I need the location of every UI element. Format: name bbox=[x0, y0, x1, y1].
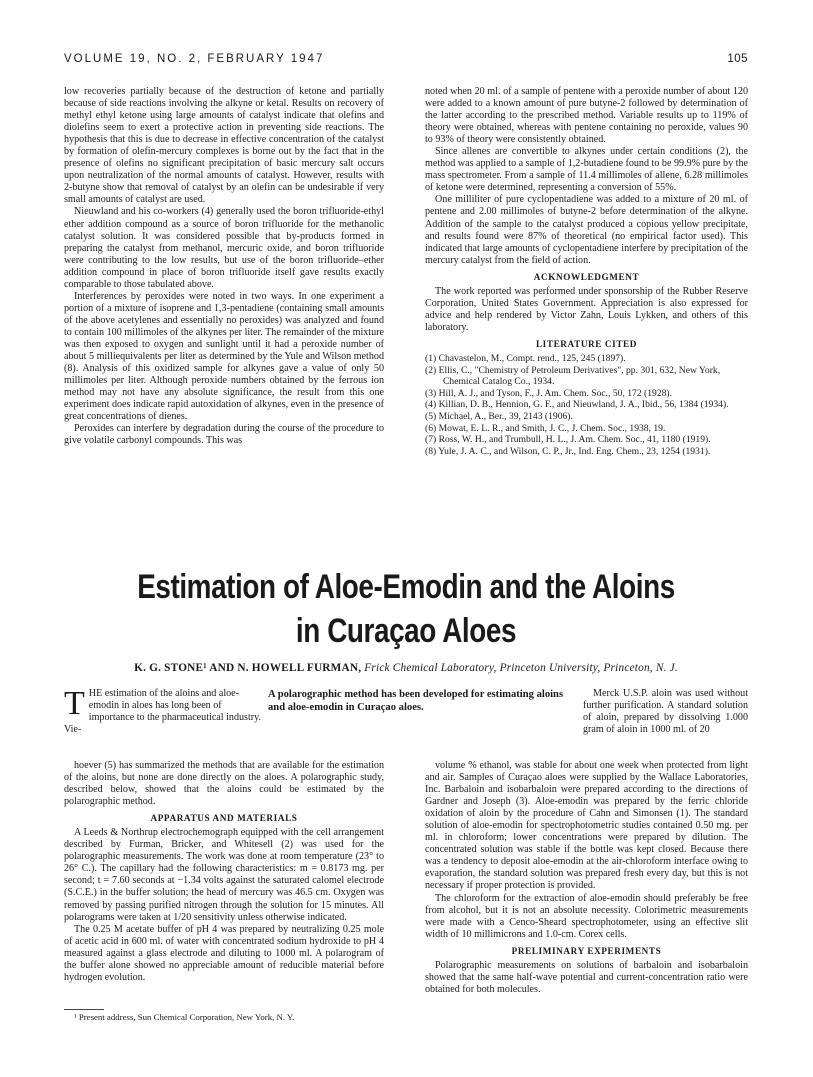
intro-continuation: hoever (5) has summarized the methods that are available for the estimation of the aloins, but none are done directly on the aloes. A polarographic study, described below, showed that the aloins could be estimated by the polarographic method. bbox=[64, 760, 384, 808]
author-names: K. G. STONE¹ AND N. HOWELL FURMAN, bbox=[134, 662, 362, 674]
reference-item: (8) Yule, J. A. C., and Wilson, C. P., Jr., Ind. Eng. Chem., 23, 1254 (1931). bbox=[425, 445, 711, 457]
abstract: A polarographic method has been developed for estimating aloins and aloe-emodin in Curaçao aloes. bbox=[268, 689, 564, 713]
reference-item: (4) Killian, D. B., Hennion, G. F., and Nieuwland, J. A., Ibid., 56, 1384 (1934). bbox=[425, 399, 729, 411]
reference-item: (5) Michael, A., Ber., 39, 2143 (1906). bbox=[425, 410, 573, 422]
paragraph: Polarographic measurements on solutions of barbaloin and isobarbaloin showed that the same half-wave potential and current-concentration ratio were obtained for both molecules. bbox=[425, 959, 748, 995]
paragraph: A Leeds & Northrup electrochemograph equipped with the cell arrangement described by Furman, Bricker, and Whitesell (2) was used for the polarographic measurements. The work was done at room temperature (23° to 26° C.). The capillary had the following characteristics: m = 0.8173 mg. per second; t = 7.60 seconds at −1.34 volts against the saturated calomel electrode (S.C.E.) in the buffer solution; the head of mercury was 46.5 cm. Oxygen was removed by passing purified nitrogen through the solution for 15 minutes. All polarograms were taken at 1/20 sensitivity unless otherwise indicated. bbox=[64, 827, 384, 923]
acknowledgment-heading: ACKNOWLEDGMENT bbox=[533, 271, 640, 282]
previous-article-left-column bbox=[64, 86, 384, 447]
paragraph: Interferences by peroxides were noted in two ways. In one experiment a portion of a mixture of isoprene and 1,3-pentadiene (containing small amounts of the above acetylenes and essentially no peroxides) was analyzed and found to contain 100 millimoles of the alkynes per liter. The remainder of the mixture was then exposed to oxygen and sunlight until it had a peroxide number of about 5 milliequivalents per liter as determined by the Yule and Wilson method (8). Analysis of this oxidized sample for alkynes gave a value of only 50 millimoles per liter. Although peroxide numbers obtained by the ferrous ion method may not have any absolute significance, the result from this one experiment does indicate rapid autoxidation of alkynes, even in the presence of great concentrations of dienes. bbox=[64, 290, 384, 423]
paragraph: The chloroform for the extraction of aloe-emodin should preferably be free from alcohol, but it is not an absolute necessity. Colorimetric measurements were made with a Cenco-Sheard spectrophotometer, using an effective slit width of 10 millimicrons and 1.0-cm. Corex cells. bbox=[425, 892, 748, 940]
article-title-line-1: Estimation of Aloe-Emodin and the Aloins bbox=[137, 568, 675, 606]
reference-item: (6) Mowat, E. L. R., and Smith, J. C., J. Chem. Soc., 1938, 19. bbox=[425, 422, 666, 434]
reference-item: (3) Hill, A. J., and Tyson, F., J. Am. Chem. Soc., 50, 172 (1928). bbox=[425, 387, 673, 399]
footnote: ¹ Present address, Sun Chemical Corporation, New York, N. Y. bbox=[74, 1012, 295, 1022]
paragraph: low recoveries partially because of the destruction of ketone and partially because of side reactions involving the alkyne or ketal. Results on recovery of methyl ethyl ketone using large amounts of catalyst indicate that olefins and diolefins seem to exert a protective action in preventing side reactions. The hypothesis that this is due to decrease in effective concentration of the catalyst by formation of olefin-mercury complexes is borne out by the fact that in the presence of olefins no significant precipitation of basic mercury salt occurs upon neutralization of the normal amounts of catalyst. However, results with 2-butyne show that removal of catalyst by an olefin can be undesirable if very small amounts of catalyst are used. bbox=[64, 86, 384, 206]
literature-cited-heading: LITERATURE CITED bbox=[535, 338, 638, 349]
acknowledgment-text: The work reported was performed under sponsorship of the Rubber Reserve Corporation, United States Government. Appreciation is also expressed for advice and help rendered by Victor Zahn, Louis Lykken, and others of this laboratory. bbox=[425, 285, 748, 333]
preliminary-experiments-heading: PRELIMINARY EXPERIMENTS bbox=[511, 945, 662, 956]
journal-volume: VOLUME 19, NO. 2, FEBRUARY 1947 bbox=[64, 53, 325, 65]
paragraph: noted when 20 ml. of a sample of pentene with a peroxide number of about 120 were added to a known amount of pure butyne-2 followed by determination of the latter according to the prescribed method. Variable results up to 119% of theory were obtained, whereas with pentene containing no peroxide, values 90 to 93% of theory were consistently obtained. bbox=[425, 86, 748, 146]
author-affiliation: Frick Chemical Laboratory, Princeton University, Princeton, N. J. bbox=[364, 662, 678, 674]
article-title-line-2: in Curaçao Aloes bbox=[295, 612, 517, 650]
running-header bbox=[64, 53, 748, 69]
apparatus-heading: APPARATUS AND MATERIALS bbox=[150, 813, 298, 824]
paragraph: Nieuwland and his co-workers (4) generally used the boron trifluoride-ethyl ether addition compound as a source of boron trifluoride for the methanolic catalyst solution. It was considered possible that by-products formed in preparing the catalyst from methanol, mercuric oxide, and boron trifluoride were contributing to the low results, but use of the boron trifluoride–ether addition compound in place of boron trifluoride itself gave results exactly comparable to those tabulated above. bbox=[64, 206, 384, 290]
paragraph: Since allenes are convertible to alkynes under certain conditions (2), the method was applied to a sample of 1,2-butadiene found to be 99.9% pure by the mass spectrometer. From a sample of 11.4 millimoles of allene, 6.28 millimoles of ketone were determined, representing a conversion of 55%. bbox=[425, 146, 748, 194]
drop-cap: T bbox=[64, 685, 85, 722]
author-line bbox=[64, 662, 748, 674]
article-left-column bbox=[64, 760, 384, 984]
intro-text: HE estimation of the aloins and aloe-emodin in aloes has long been of importance to the pharmaceutical industry. Vie- bbox=[64, 688, 262, 736]
paragraph: One milliliter of pure cyclopentadiene was added to a mixture of 20 ml. of pentene and 2.00 millimoles of butyne-2 before determination of the alkyne. Addition of the sample to the catalyst produced a copious yellow precipitate, and results found were 87% of theoretical (no empirical factor used). This indicated that large amounts of cyclopentadiene interfere by precipitation of the mercury catalyst from the field of action. bbox=[425, 194, 748, 266]
reference-item: (1) Chavastelon, M., Compt. rend., 125, 245 (1897). bbox=[425, 352, 626, 364]
intro-paragraph-start bbox=[64, 685, 264, 736]
materials-continuation: volume % ethanol, was stable for about one week when protected from light and air. Samples of Curaçao aloes were supplied by the Wallace Laboratories, Inc. Barbaloin and isobarbaloin were prepared according to the directions of Gardner and Joseph (3). Aloe-emodin was prepared by the ferric chloride oxidation of aloin by the procedure of Cahn and Simonsen (1). The standard solution of aloe-emodin for spectrophotometric studies contained 0.50 mg. per ml. in chloroform; lower concentrations were prepared by dilution. The concentrated solution was stable if the bottle was kept closed. Because there was a tendency to deposit aloe-emodin at the air-chloroform interface owing to evaporation, the standard solution was prepared fresh every day, but this is not necessary if proper protection is provided. bbox=[425, 760, 748, 892]
materials-paragraph-start bbox=[583, 688, 748, 736]
reference-list bbox=[425, 353, 748, 457]
page-number: 105 bbox=[727, 53, 748, 65]
reference-item: (2) Ellis, C., "Chemistry of Petroleum Derivatives", pp. 301, 632, New York, Chemical Catalog Co., 1934. bbox=[425, 364, 721, 388]
paragraph: Peroxides can interfere by degradation during the course of the procedure to give volatile carbonyl compounds. This was bbox=[64, 423, 384, 447]
footnote-rule bbox=[64, 1009, 104, 1010]
article-right-column bbox=[425, 760, 748, 996]
paragraph: The 0.25 M acetate buffer of pH 4 was prepared by neutralizing 0.25 mole of acetic acid in 600 ml. of water with concentrated sodium hydroxide to pH 4 measured against a glass electrode and diluting to 1000 ml. A polarogram of the buffer alone showed no appreciable amount of reducible material before hydrogen evolution. bbox=[64, 923, 384, 983]
previous-article-right-column bbox=[425, 86, 748, 457]
reference-item: (7) Ross, W. H., and Trumbull, H. L., J. Am. Chem. Soc., 41, 1180 (1919). bbox=[425, 434, 711, 446]
paragraph: Merck U.S.P. aloin was used without further purification. A standard solution of aloin, prepared by dissolving 1.000 gram of aloin in 1000 ml. of 20 bbox=[583, 688, 748, 736]
